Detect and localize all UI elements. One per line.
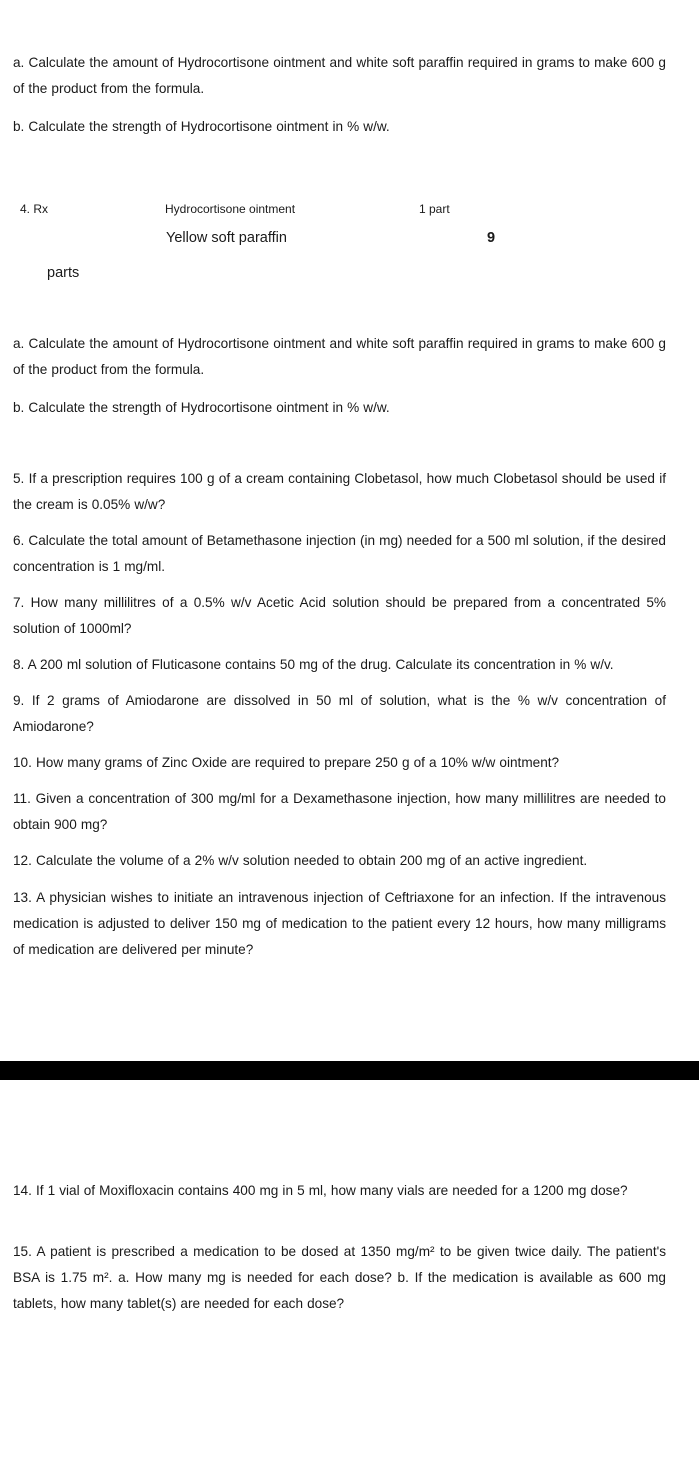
question-7: 7. How many millilitres of a 0.5% w/v Acetic Acid solution should be prepared from a concentrated 5% solution of 1000ml? — [13, 595, 666, 636]
q4-ingredient-1: Hydrocortisone ointment — [165, 202, 296, 216]
black-divider-bar — [0, 1061, 699, 1080]
question-8: 8. A 200 ml solution of Fluticasone contains 50 mg of the drug. Calculate its concentration in % w/v. — [13, 657, 614, 672]
q4-part-b: b. Calculate the strength of Hydrocortisone ointment in % w/w. — [13, 400, 390, 415]
question-6: 6. Calculate the total amount of Betamethasone injection (in mg) needed for a 500 ml solution, if the desired concentration is 1 mg/ml. — [13, 533, 666, 574]
question-11: 11. Given a concentration of 300 mg/ml for a Dexamethasone injection, how many millilitres are needed to obtain 900 mg? — [13, 791, 666, 832]
question-13: 13. A physician wishes to initiate an intravenous injection of Ceftriaxone for an infection. If the intravenous medication is adjusted to deliver 150 mg of medication to the patient every 12 hours, how many milligrams of medication are delivered per minute? — [13, 890, 666, 957]
q4-rx-label: 4. Rx — [20, 202, 49, 216]
question-5: 5. If a prescription requires 100 g of a cream containing Clobetasol, how much Clobetasol should be used if the cream is 0.05% w/w? — [13, 471, 666, 512]
q3-part-a: a. Calculate the amount of Hydrocortisone ointment and white soft paraffin required in grams to make 600 g of the product from the formula. — [13, 55, 666, 96]
question-10: 10. How many grams of Zinc Oxide are required to prepare 250 g of a 10% w/w ointment? — [13, 755, 560, 770]
question-12: 12. Calculate the volume of a 2% w/v solution needed to obtain 200 mg of an active ingredient. — [13, 853, 588, 868]
q4-amount-2: 9 — [487, 230, 496, 246]
question-14: 14. If 1 vial of Moxifloxacin contains 400 mg in 5 ml, how many vials are needed for a 1200 mg dose? — [13, 1183, 628, 1198]
q3-part-b: b. Calculate the strength of Hydrocortisone ointment in % w/w. — [13, 119, 390, 134]
q4-part-a: a. Calculate the amount of Hydrocortisone ointment and white soft paraffin required in grams to make 600 g of the product from the formula. — [13, 336, 666, 377]
question-9: 9. If 2 grams of Amiodarone are dissolved in 50 ml of solution, what is the % w/v concentration of Amiodarone? — [13, 693, 666, 734]
question-15: 15. A patient is prescribed a medication to be dosed at 1350 mg/m² to be given twice daily. The patient's BSA is 1.75 m². a. How many mg is needed for each dose? b. If the medication is available as 600 mg tablets, how many tablet(s) are needed for each dose? — [13, 1244, 666, 1311]
q4-unit-2: parts — [47, 265, 80, 281]
q4-amount-1: 1 part — [419, 202, 450, 216]
q4-ingredient-2: Yellow soft paraffin — [166, 230, 287, 246]
